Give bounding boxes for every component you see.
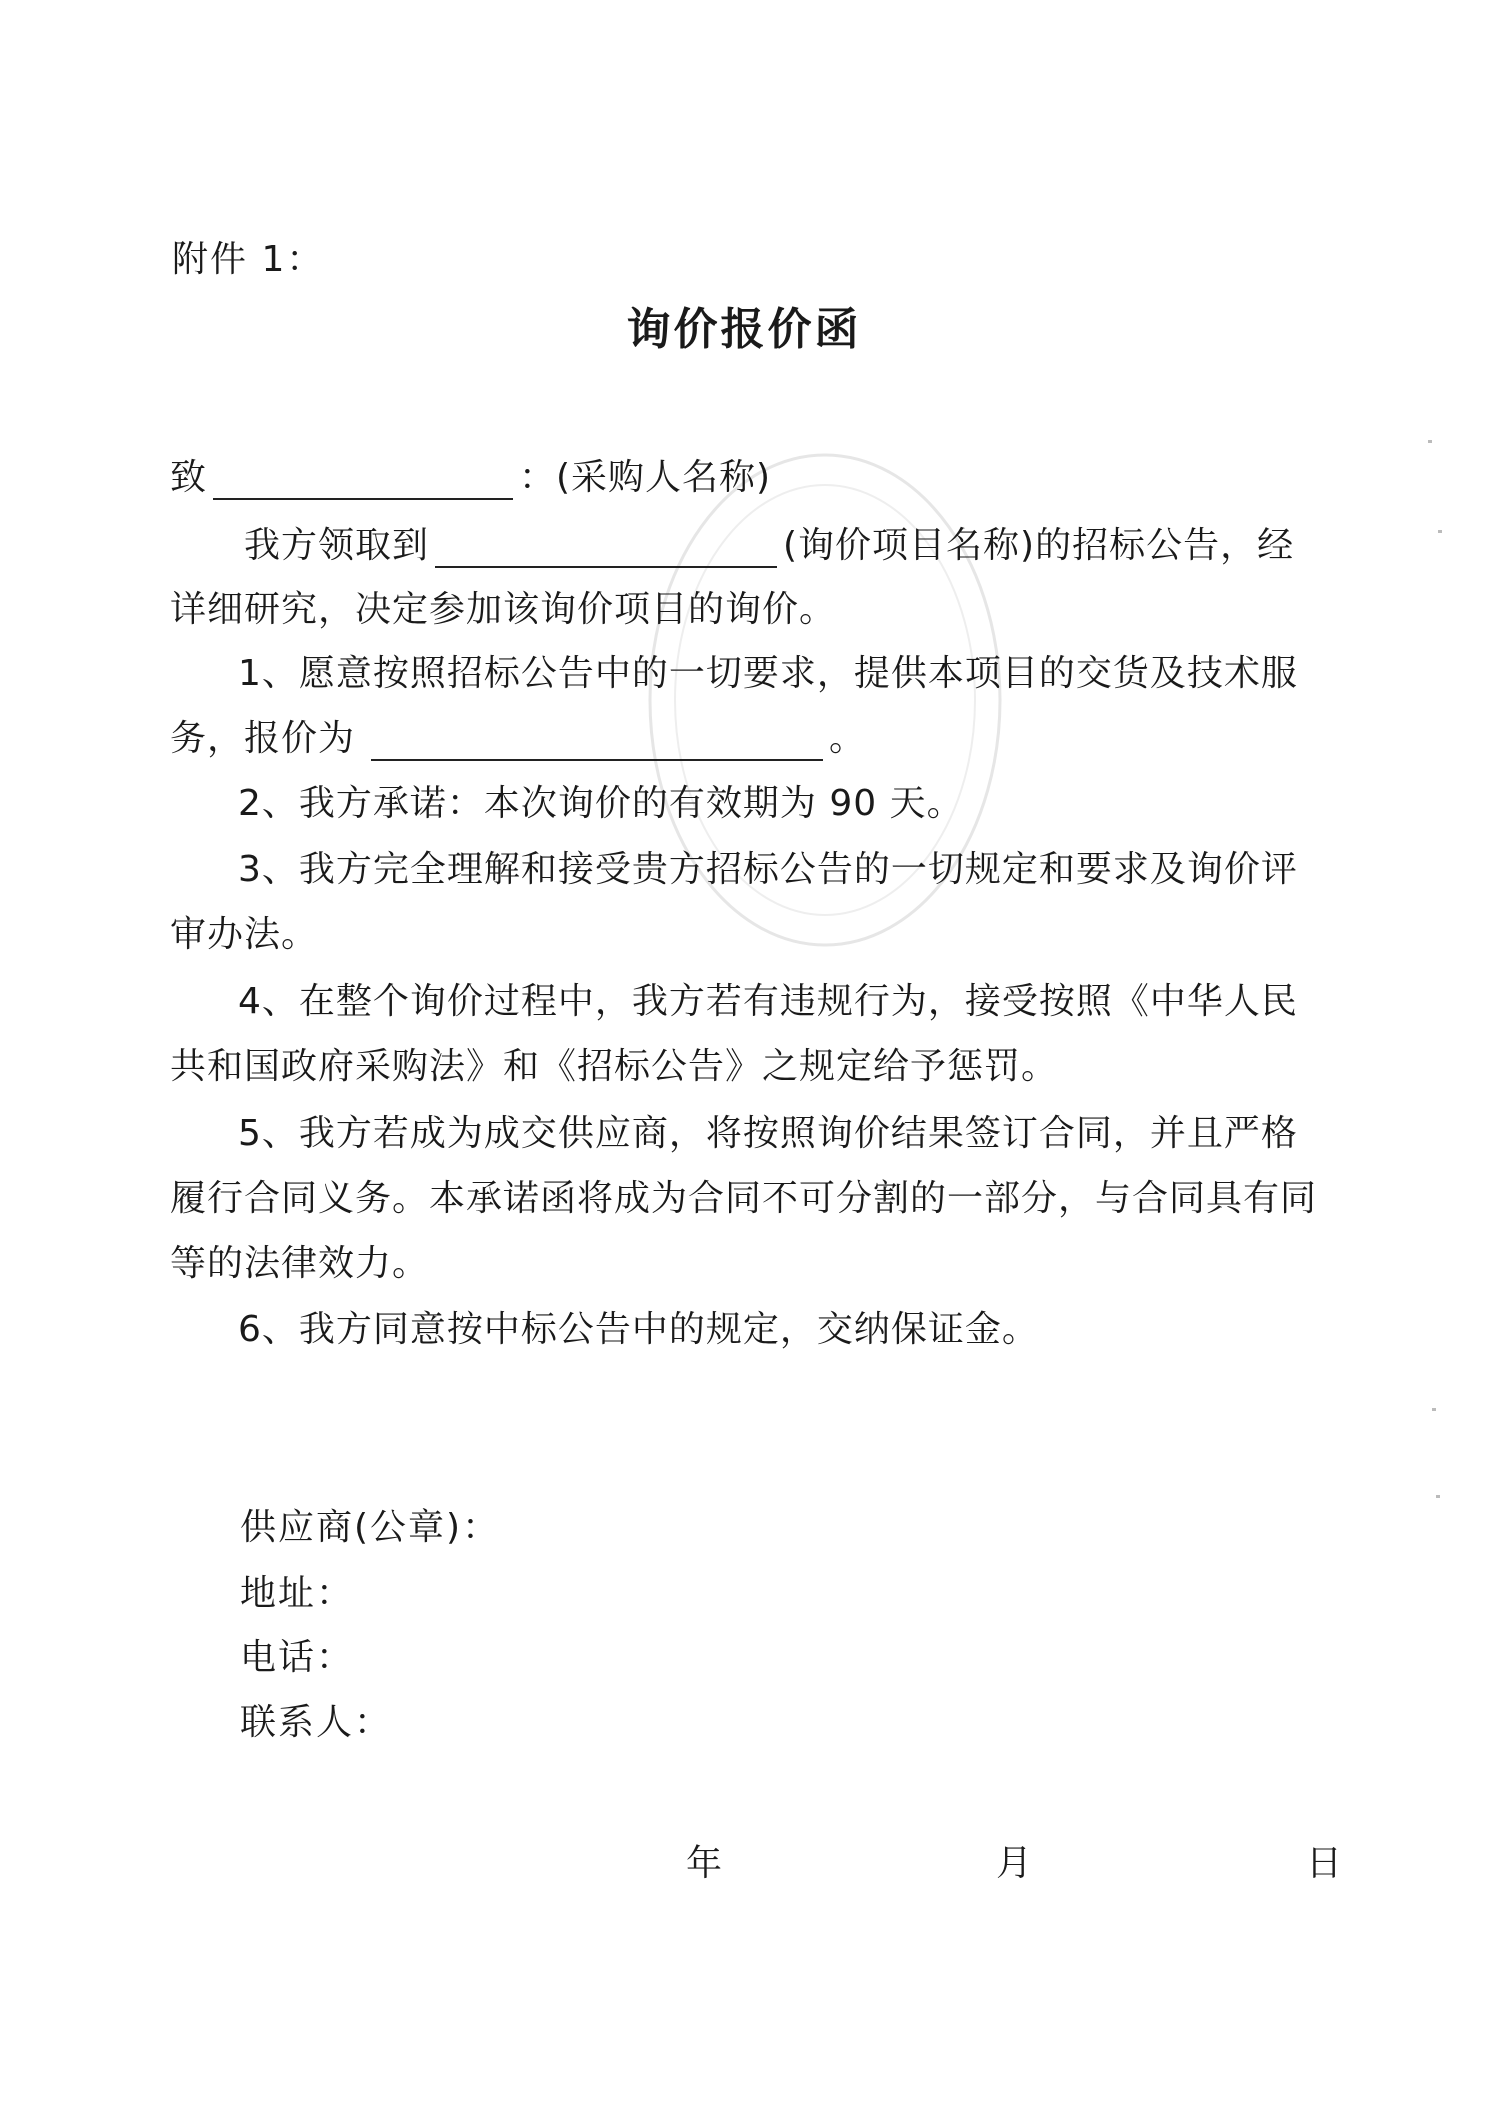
intro-part1: 我方领取到 — [244, 525, 430, 566]
date-year-label: 年 — [686, 1843, 723, 1884]
date-day-label: 日 — [1306, 1843, 1343, 1884]
addressee-line — [170, 456, 771, 500]
item4-line-2: 共和国政府采购法》和《招标公告》之规定给予惩罚。 — [170, 1046, 1059, 1087]
item1-price-prefix: 务，报价为 — [170, 718, 356, 759]
item5-line-1: 5、我方若成为成交供应商，将按照询价结果签订合同，并且严格 — [238, 1113, 1298, 1154]
phone-label: 电话： — [240, 1637, 355, 1678]
quote-price-blank — [371, 725, 823, 761]
item1-line-1: 1、愿意按照招标公告中的一切要求，提供本项目的交货及技术服 — [238, 653, 1298, 694]
item5-line-3: 等的法律效力。 — [170, 1243, 430, 1284]
project-name-blank — [435, 532, 777, 568]
document-title: 询价报价函 — [626, 304, 862, 355]
contact-person-label: 联系人： — [240, 1702, 393, 1743]
scan-speck — [1428, 440, 1432, 443]
purchaser-name-blank — [213, 464, 513, 500]
scan-speck — [1438, 530, 1442, 533]
scan-speck — [1436, 1495, 1440, 1498]
to-prefix: 致 — [170, 457, 208, 498]
address-label: 地址： — [240, 1573, 355, 1614]
intro-line-1 — [244, 524, 1294, 568]
item1-price-suffix: 。 — [829, 718, 867, 759]
item3-line-1: 3、我方完全理解和接受贵方招标公告的一切规定和要求及询价评 — [238, 849, 1298, 890]
to-suffix: ：(采购人名称) — [519, 457, 772, 498]
date-month-label: 月 — [996, 1843, 1033, 1884]
item5-line-2: 履行合同义务。本承诺函将成为合同不可分割的一部分，与合同具有同 — [170, 1178, 1318, 1219]
scan-speck — [1432, 1408, 1436, 1411]
item1-line-2 — [170, 717, 866, 761]
supplier-seal-label: 供应商(公章)： — [240, 1507, 501, 1548]
item2: 2、我方承诺：本次询价的有效期为 90 天。 — [238, 783, 964, 824]
attachment-label: 附件 1： — [172, 239, 325, 280]
intro-line-2: 详细研究，决定参加该询价项目的询价。 — [170, 589, 837, 630]
item4-line-1: 4、在整个询价过程中，我方若有违规行为，接受按照《中华人民 — [238, 981, 1298, 1022]
item3-line-2: 审办法。 — [170, 914, 319, 955]
item6: 6、我方同意按中标公告中的规定，交纳保证金。 — [238, 1309, 1039, 1350]
intro-part2: (询价项目名称)的招标公告，经 — [783, 525, 1295, 566]
